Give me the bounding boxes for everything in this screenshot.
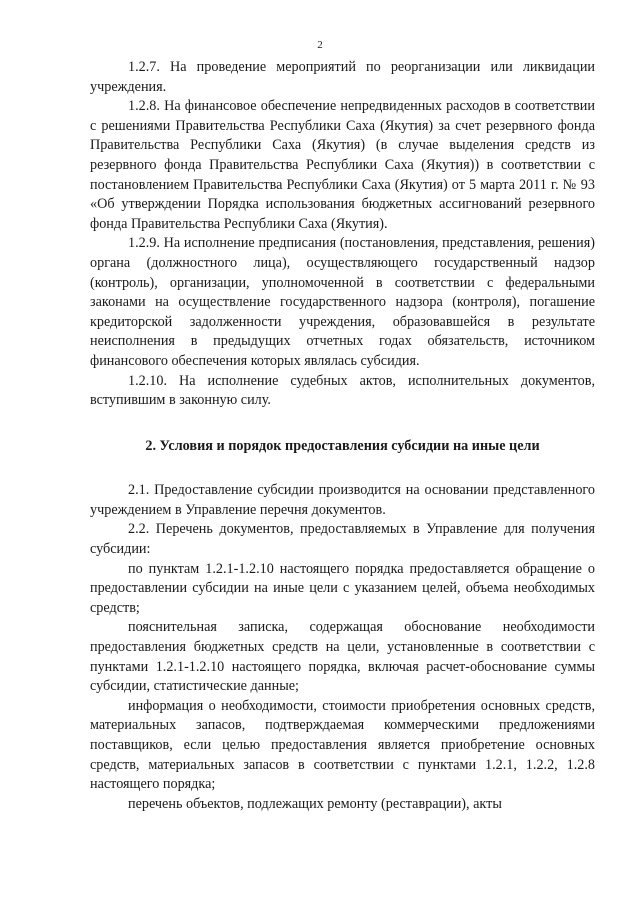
paragraph-2-2: 2.2. Перечень документов, предоставляемых в Управление для получения субсидии: — [90, 521, 595, 558]
document-list-item-1: по пунктам 1.2.1-1.2.10 настоящего порядка предоставляется обращение о предоставлении субсидии на иные цели с указанием целей, объема необходимых средств; — [90, 560, 595, 616]
document-body — [90, 58, 595, 814]
paragraph-1-2-7: 1.2.7. На проведение мероприятий по реорганизации или ликвидации учреждения. — [90, 59, 595, 95]
paragraph-1-2-8: 1.2.8. На финансовое обеспечение непредвиденных расходов в соответствии с решениями Правительства Республики Саха (Якутия) за счет резервного фонда Правительства Республики Саха (Якутия) (в случае выделения средств из резервного фонда Правительства Республики Саха (Якутия)) в соответствии с постановлением Правительства Республики Саха (Якутия) от 5 марта 2011 г. № 93 «Об утверждении Порядка использования бюджетных ассигнований резервного фонда Правительства Республики Саха (Якутия). — [90, 98, 595, 232]
document-list-item-2: пояснительная записка, содержащая обоснование необходимости предоставления бюджетных средств на цели, установленные в соответствии с пунктами 1.2.1-1.2.10 настоящего порядка, включая расчет-обоснование суммы субсидии, статистические данные; — [90, 619, 595, 695]
paragraph-1-2-9: 1.2.9. На исполнение предписания (постановления, представления, решения) органа (должностного лица), осуществляющего государственный надзор (контроль), организации, уполномоченной в соответствии с федеральными законами на осуществление государственного надзора (контроля), погашение кредиторской задолженности учреждения, образовавшейся в результате неисполнения в предыдущих отчетных годах обязательств, источником финансового обеспечения которых являлась субсидия. — [90, 235, 595, 369]
document-list-item-3: информация о необходимости, стоимости приобретения основных средств, материальных запасов, подтверждаемая коммерческими предложениями поставщиков, если целью предоставления является приобретение основных средств, материальных запасов в соответствии с пунктами 1.2.1, 1.2.2, 1.2.8 настоящего порядка; — [90, 697, 595, 793]
document-list-item-4: перечень объектов, подлежащих ремонту (реставрации), акты — [128, 795, 502, 812]
section-2-heading: 2. Условия и порядок предоставления субсидии на иные цели — [145, 437, 540, 454]
paragraph-1-2-10: 1.2.10. На исполнение судебных актов, исполнительных документов, вступившим в законную силу. — [90, 372, 595, 409]
page-number: 2 — [317, 39, 323, 51]
paragraph-2-1: 2.1. Предоставление субсидии производится на основании представленного учреждением в Управление перечня документов. — [90, 482, 595, 518]
